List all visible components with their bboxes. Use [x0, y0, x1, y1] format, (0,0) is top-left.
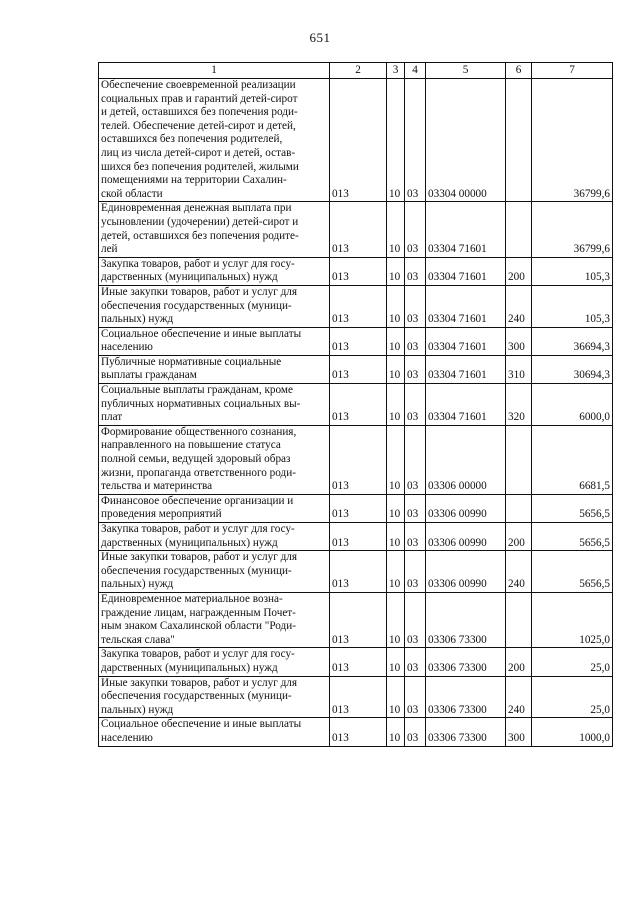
- target-article-code: 03306 00990: [426, 551, 506, 593]
- target-article-code: 03306 73300: [426, 592, 506, 647]
- section-code: 10: [387, 355, 405, 383]
- row-name: [99, 676, 330, 718]
- row-name-line: плат: [101, 411, 123, 424]
- subsection-code: 03: [405, 327, 426, 355]
- subsection-code: 03: [405, 648, 426, 676]
- table-row: [99, 327, 613, 355]
- ministry-code: 013: [330, 327, 387, 355]
- row-name-line: проведения мероприятий: [101, 508, 222, 521]
- table-row: [99, 355, 613, 383]
- column-header-6: 6: [506, 63, 532, 79]
- row-name-line: Формирование общественного сознания,: [101, 425, 297, 438]
- subsection-code: 03: [405, 79, 426, 202]
- expense-type-code: 240: [506, 551, 532, 593]
- expense-type-code: 240: [506, 285, 532, 327]
- section-code: 10: [387, 676, 405, 718]
- target-article-code: 03304 00000: [426, 79, 506, 202]
- row-name: [99, 202, 330, 257]
- row-name-line: ным знаком Сахалинской области "Роди-: [101, 620, 296, 633]
- table-row: [99, 718, 613, 746]
- row-name: [99, 355, 330, 383]
- subsection-code: 03: [405, 523, 426, 551]
- row-name-line: телей. Обеспечение детей-сирот и детей,: [101, 119, 296, 132]
- row-name-line: и детей, оставшихся без попечения роди-: [101, 106, 298, 119]
- row-name-line: обеспечения государственных (муници-: [101, 564, 292, 577]
- target-article-code: 03304 71601: [426, 327, 506, 355]
- row-name-line: Закупка товаров, работ и услуг для госу-: [101, 648, 295, 661]
- row-name: [99, 551, 330, 593]
- row-name-line: дарственных (муниципальных) нужд: [101, 536, 278, 549]
- row-name: [99, 494, 330, 522]
- expense-type-code: 240: [506, 676, 532, 718]
- column-header-5: 5: [426, 63, 506, 79]
- row-name-line: Публичные нормативные социальные: [101, 355, 282, 368]
- amount: 6681,5: [532, 425, 613, 494]
- table-header: [99, 63, 613, 79]
- row-name-line: ской области: [101, 187, 163, 200]
- expense-type-code: [506, 592, 532, 647]
- ministry-code: 013: [330, 257, 387, 285]
- row-name-line: Единовременная денежная выплата при: [101, 202, 292, 215]
- row-name-line: Социальное обеспечение и иные выплаты: [101, 718, 302, 731]
- target-article-code: 03304 71601: [426, 257, 506, 285]
- budget-table: [98, 62, 613, 747]
- target-article-code: 03304 71601: [426, 202, 506, 257]
- table-row: [99, 523, 613, 551]
- amount: 105,3: [532, 257, 613, 285]
- ministry-code: 013: [330, 355, 387, 383]
- section-code: 10: [387, 257, 405, 285]
- section-code: 10: [387, 551, 405, 593]
- target-article-code: 03306 00000: [426, 425, 506, 494]
- subsection-code: 03: [405, 676, 426, 718]
- ministry-code: 013: [330, 648, 387, 676]
- subsection-code: 03: [405, 718, 426, 746]
- row-name-line: публичных нормативных социальных вы-: [101, 397, 301, 410]
- table-row: [99, 384, 613, 426]
- section-code: 10: [387, 592, 405, 647]
- amount: 25,0: [532, 648, 613, 676]
- section-code: 10: [387, 425, 405, 494]
- row-name-line: лей: [101, 243, 118, 256]
- table-row: [99, 551, 613, 593]
- expense-type-code: 310: [506, 355, 532, 383]
- row-name-line: населению: [101, 731, 153, 744]
- row-name-line: усыновлении (удочерении) детей-сирот и: [101, 215, 299, 228]
- row-name: [99, 257, 330, 285]
- section-code: 10: [387, 648, 405, 676]
- section-code: 10: [387, 718, 405, 746]
- table-row: [99, 257, 613, 285]
- row-name-line: Единовременное материальное возна-: [101, 592, 283, 605]
- column-header-4: 4: [405, 63, 426, 79]
- row-name-line: Финансовое обеспечение организации и: [101, 494, 294, 507]
- amount: 25,0: [532, 676, 613, 718]
- ministry-code: 013: [330, 718, 387, 746]
- table-row: [99, 425, 613, 494]
- row-name-line: населению: [101, 341, 153, 354]
- target-article-code: 03304 71601: [426, 355, 506, 383]
- amount: 1025,0: [532, 592, 613, 647]
- expense-type-code: [506, 202, 532, 257]
- ministry-code: 013: [330, 551, 387, 593]
- row-name: [99, 592, 330, 647]
- amount: 36799,6: [532, 79, 613, 202]
- column-header-2: 2: [330, 63, 387, 79]
- amount: 5656,5: [532, 523, 613, 551]
- row-name-line: обеспечения государственных (муници-: [101, 299, 292, 312]
- subsection-code: 03: [405, 592, 426, 647]
- expense-type-code: 200: [506, 523, 532, 551]
- expense-type-code: [506, 425, 532, 494]
- ministry-code: 013: [330, 79, 387, 202]
- row-name-line: Социальное обеспечение и иные выплаты: [101, 327, 302, 340]
- subsection-code: 03: [405, 285, 426, 327]
- amount: 36694,3: [532, 327, 613, 355]
- expense-type-code: [506, 79, 532, 202]
- row-name-line: детей, оставшихся без попечения родите-: [101, 229, 299, 242]
- ministry-code: 013: [330, 676, 387, 718]
- target-article-code: 03306 00990: [426, 523, 506, 551]
- target-article-code: 03306 73300: [426, 718, 506, 746]
- ministry-code: 013: [330, 202, 387, 257]
- row-name-line: дарственных (муниципальных) нужд: [101, 271, 278, 284]
- target-article-code: 03306 73300: [426, 676, 506, 718]
- row-name-line: оставшихся без попечения родителей,: [101, 133, 283, 146]
- subsection-code: 03: [405, 355, 426, 383]
- row-name-line: Иные закупки товаров, работ и услуг для: [101, 285, 298, 298]
- row-name: [99, 523, 330, 551]
- expense-type-code: [506, 494, 532, 522]
- row-name-line: тельская слава": [101, 633, 175, 646]
- row-name-line: Обеспечение своевременной реализации: [101, 79, 296, 91]
- table-row: [99, 285, 613, 327]
- target-article-code: 03304 71601: [426, 285, 506, 327]
- table-row: [99, 676, 613, 718]
- row-name-line: граждение лицам, награжденным Почет-: [101, 606, 296, 619]
- row-name-line: Иные закупки товаров, работ и услуг для: [101, 551, 298, 564]
- section-code: 10: [387, 202, 405, 257]
- row-name-line: социальных прав и гарантий детей-сирот: [101, 92, 298, 105]
- expense-type-code: 300: [506, 718, 532, 746]
- ministry-code: 013: [330, 523, 387, 551]
- amount: 5656,5: [532, 494, 613, 522]
- table-body: [99, 79, 613, 747]
- row-name-line: полной семьи, ведущей здоровый образ: [101, 453, 291, 466]
- expense-type-code: 300: [506, 327, 532, 355]
- row-name: [99, 79, 330, 202]
- amount: 6000,0: [532, 384, 613, 426]
- row-name-line: Закупка товаров, работ и услуг для госу-: [101, 257, 295, 270]
- subsection-code: 03: [405, 551, 426, 593]
- ministry-code: 013: [330, 285, 387, 327]
- column-header-7: 7: [532, 63, 613, 79]
- row-name-line: Иные закупки товаров, работ и услуг для: [101, 676, 298, 689]
- section-code: 10: [387, 384, 405, 426]
- column-header-3: 3: [387, 63, 405, 79]
- column-header-1: 1: [99, 63, 330, 79]
- row-name-line: тельства и материнства: [101, 480, 213, 493]
- ministry-code: 013: [330, 384, 387, 426]
- amount: 1000,0: [532, 718, 613, 746]
- row-name-line: выплаты гражданам: [101, 369, 197, 382]
- ministry-code: 013: [330, 494, 387, 522]
- expense-type-code: 200: [506, 257, 532, 285]
- row-name-line: лиц из числа детей-сирот и детей, остав-: [101, 146, 296, 159]
- table-row: [99, 202, 613, 257]
- row-name-line: жизни, пропаганда ответственного роди-: [101, 466, 296, 479]
- subsection-code: 03: [405, 494, 426, 522]
- subsection-code: 03: [405, 384, 426, 426]
- table-row: [99, 592, 613, 647]
- row-name-line: пальных) нужд: [101, 313, 174, 326]
- expense-type-code: 200: [506, 648, 532, 676]
- subsection-code: 03: [405, 257, 426, 285]
- row-name: [99, 384, 330, 426]
- row-name-line: обеспечения государственных (муници-: [101, 690, 292, 703]
- expense-type-code: 320: [506, 384, 532, 426]
- amount: 5656,5: [532, 551, 613, 593]
- subsection-code: 03: [405, 202, 426, 257]
- row-name-line: направленного на повышение статуса: [101, 439, 281, 452]
- target-article-code: 03306 73300: [426, 648, 506, 676]
- amount: 30694,3: [532, 355, 613, 383]
- row-name-line: пальных) нужд: [101, 578, 174, 591]
- row-name: [99, 425, 330, 494]
- row-name-line: пальных) нужд: [101, 703, 174, 716]
- section-code: 10: [387, 523, 405, 551]
- page-number: 651: [309, 30, 331, 45]
- ministry-code: 013: [330, 592, 387, 647]
- section-code: 10: [387, 327, 405, 355]
- section-code: 10: [387, 285, 405, 327]
- row-name: [99, 648, 330, 676]
- row-name: [99, 327, 330, 355]
- target-article-code: 03304 71601: [426, 384, 506, 426]
- row-name: [99, 285, 330, 327]
- row-name-line: шихся без попечения родителей, жилыми: [101, 160, 299, 173]
- table-row: [99, 79, 613, 202]
- header-row: [99, 63, 613, 79]
- target-article-code: 03306 00990: [426, 494, 506, 522]
- table-row: [99, 494, 613, 522]
- ministry-code: 013: [330, 425, 387, 494]
- section-code: 10: [387, 79, 405, 202]
- table-row: [99, 648, 613, 676]
- row-name: [99, 718, 330, 746]
- row-name-line: дарственных (муниципальных) нужд: [101, 661, 278, 674]
- row-name-line: помещениями на территории Сахалин-: [101, 174, 287, 187]
- amount: 105,3: [532, 285, 613, 327]
- subsection-code: 03: [405, 425, 426, 494]
- row-name-line: Социальные выплаты гражданам, кроме: [101, 384, 293, 397]
- section-code: 10: [387, 494, 405, 522]
- row-name-line: Закупка товаров, работ и услуг для госу-: [101, 523, 295, 535]
- amount: 36799,6: [532, 202, 613, 257]
